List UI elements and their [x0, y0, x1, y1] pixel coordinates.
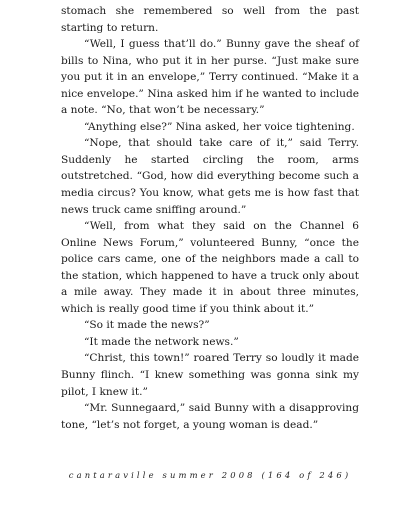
page-footer: cantaraville summer 2008 (164 of 246) — [68, 470, 352, 480]
body-text — [61, 3, 359, 433]
paragraph: “Well, from what they said on the Channel 6 Online News Forum,” volunteered Bunny, “once the police cars came, one of the neighbors made a call to the station, which happened to have a truck only about a mile away. They made it in about three minutes, which is really good time if you think about it.” — [61, 220, 359, 315]
paragraph: “Christ, this town!” roared Terry so loudly it made Bunny flinch. “I knew something was gonna sink my pilot, I knew it.” — [61, 352, 359, 398]
paragraph: “So it made the news?” — [84, 319, 210, 332]
paragraph: “Mr. Sunnegaard,” said Bunny with a disapproving tone, “let’s not forget, a young woman is dead.” — [61, 402, 359, 431]
paragraph: “Well, I guess that’ll do.” Bunny gave the sheaf of bills to Nina, who put it in her purse. “Just make sure you put it in an envelope,” Terry continued. “Make it a nice envelope.” Nina asked him if he wanted to include a note. “No, that won’t be necessary.” — [61, 38, 359, 117]
paragraph: “It made the network news.” — [84, 335, 239, 348]
paragraph: “Nope, that should take care of it,” said Terry. Suddenly he started circling the room, arms outstretched. “God, how did everything become such a media circus? You know, what gets me is how fast that news truck came sniffing around.” — [61, 137, 359, 216]
paragraph: stomach she remembered so well from the past starting to return. — [61, 5, 359, 34]
paragraph: “Anything else?” Nina asked, her voice tightening. — [84, 120, 355, 133]
